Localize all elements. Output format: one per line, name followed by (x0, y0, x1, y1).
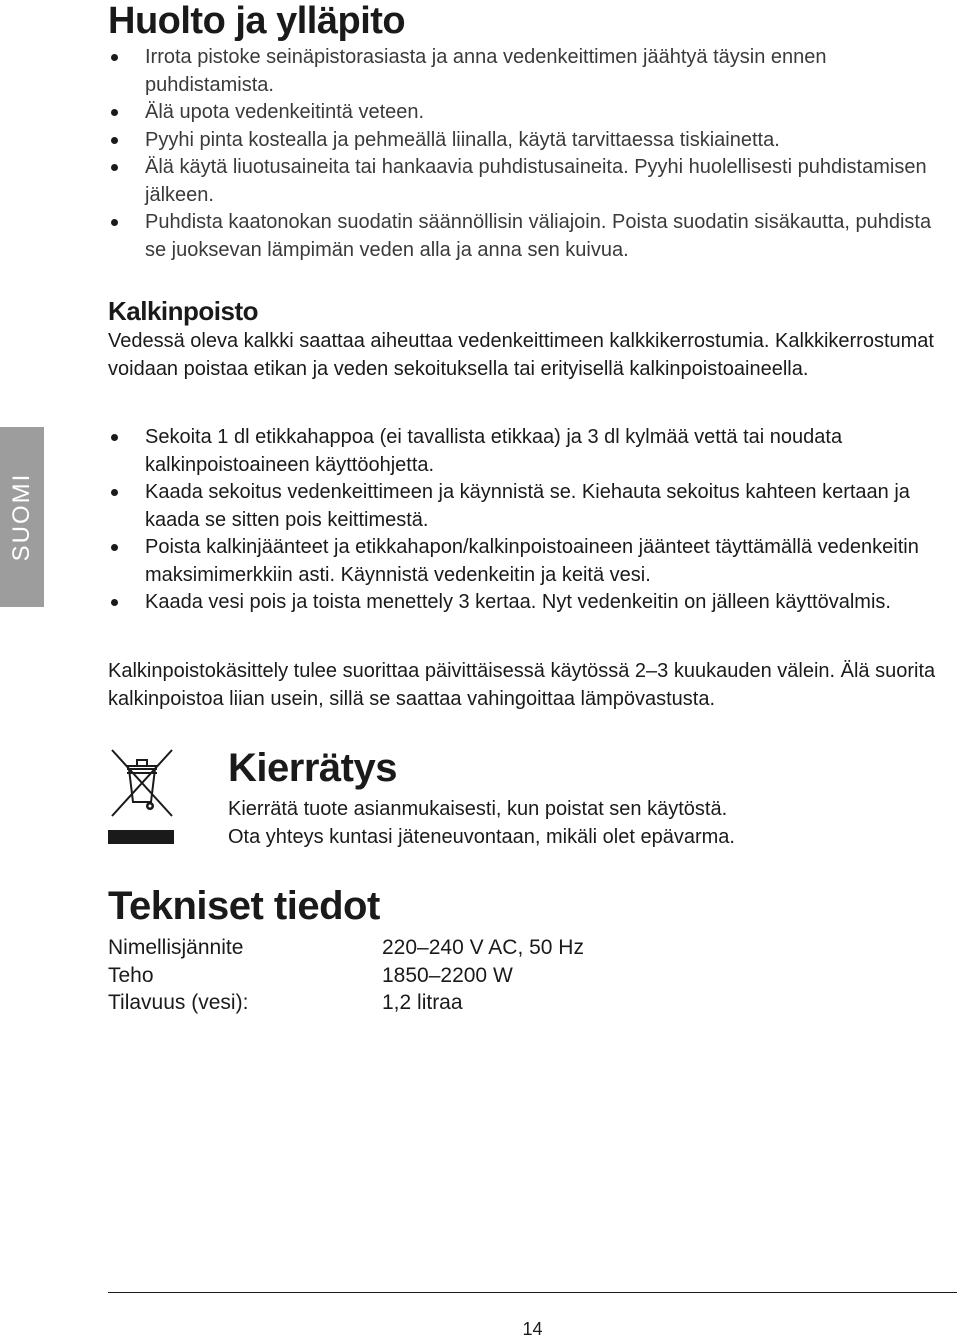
table-row (108, 989, 584, 1017)
list-item: Kaada vesi pois ja toista menettely 3 kertaa. Nyt vedenkeitin on jälleen käyttövalmis. (108, 589, 953, 617)
descaling-heading: Kalkinpoisto (108, 296, 259, 326)
list-item: Irrota pistoke seinäpistorasiasta ja anna vedenkeittimen jäähtyä täysin ennen puhdistamista. (108, 44, 953, 99)
list-item: Älä upota vedenkeitintä veteen. (108, 99, 953, 127)
weee-crossed-bin-icon (108, 748, 176, 848)
list-item: Kaada sekoitus vedenkeittimeen ja käynnistä se. Kiehauta sekoitus kahteen kertaan ja kaada se sitten pois keittimestä. (108, 479, 953, 534)
table-row (108, 962, 584, 990)
list-item: Älä käytä liuotusaineita tai hankaavia puhdistusaineita. Pyyhi huolellisesti puhdistamisen jälkeen. (108, 154, 953, 209)
footer-divider (108, 1292, 957, 1293)
list-item: Pyyhi pinta kostealla ja pehmeällä liinalla, käytä tarvittaessa tiskiainetta. (108, 127, 953, 155)
recycling-heading: Kierrätys (228, 746, 397, 790)
descaling-steps-list (108, 424, 953, 617)
recycling-text (228, 796, 928, 851)
spec-value: 220–240 V AC, 50 Hz (382, 936, 584, 959)
list-item: Puhdista kaatonokan suodatin säännöllisin väliajoin. Poista suodatin sisäkautta, puhdista se juoksevan lämpimän veden alla ja anna sen kuivua. (108, 209, 953, 264)
recycling-text-line1: Kierrätä tuote asianmukaisesti, kun poistat sen käytöstä. (228, 798, 728, 820)
spec-label: Nimellisjännite (108, 936, 244, 959)
recycling-text-line2: Ota yhteys kuntasi jäteneuvontaan, mikäli olet epävarma. (228, 825, 735, 848)
language-tab-label: SUOMI (8, 472, 35, 562)
list-item: Sekoita 1 dl etikkahappoa (ei tavallista etikkaa) ja 3 dl kylmää vettä tai noudata kalkinpoistoaineen käyttöohjetta. (108, 424, 953, 479)
spec-value: 1,2 litraa (382, 991, 463, 1014)
page-number: 14 (522, 1319, 543, 1339)
language-tab (0, 427, 44, 607)
maintenance-list (108, 44, 953, 264)
spec-label: Teho (108, 963, 154, 987)
maintenance-heading: Huolto ja ylläpito (108, 0, 406, 42)
descaling-note: Kalkinpoistokäsittely tulee suorittaa päivittäisessä käytössä 2–3 kuukauden välein. Älä suorita kalkinpoistoa liian usein, sillä se saattaa vahingoittaa lämpövastusta. (108, 660, 936, 710)
list-item: Poista kalkinjäänteet ja etikkahapon/kalkinpoistoaineen jäänteet täyttämällä vedenkeitin maksimimerkkiin asti. Käynnistä vedenkeitin ja keitä vesi. (108, 534, 953, 589)
descaling-intro: Vedessä oleva kalkki saattaa aiheuttaa vedenkeittimeen kalkkikerrostumia. Kalkkikerrostumat voidaan poistaa etikan ja veden sekoituksella tai erityisellä kalkinpoistoaineella. (108, 330, 934, 380)
specs-table (108, 934, 584, 1017)
table-row (108, 934, 584, 962)
specs-heading: Tekniset tiedot (108, 884, 380, 928)
spec-value: 1850–2200 W (382, 963, 513, 987)
spec-label: Tilavuus (vesi): (108, 991, 249, 1014)
